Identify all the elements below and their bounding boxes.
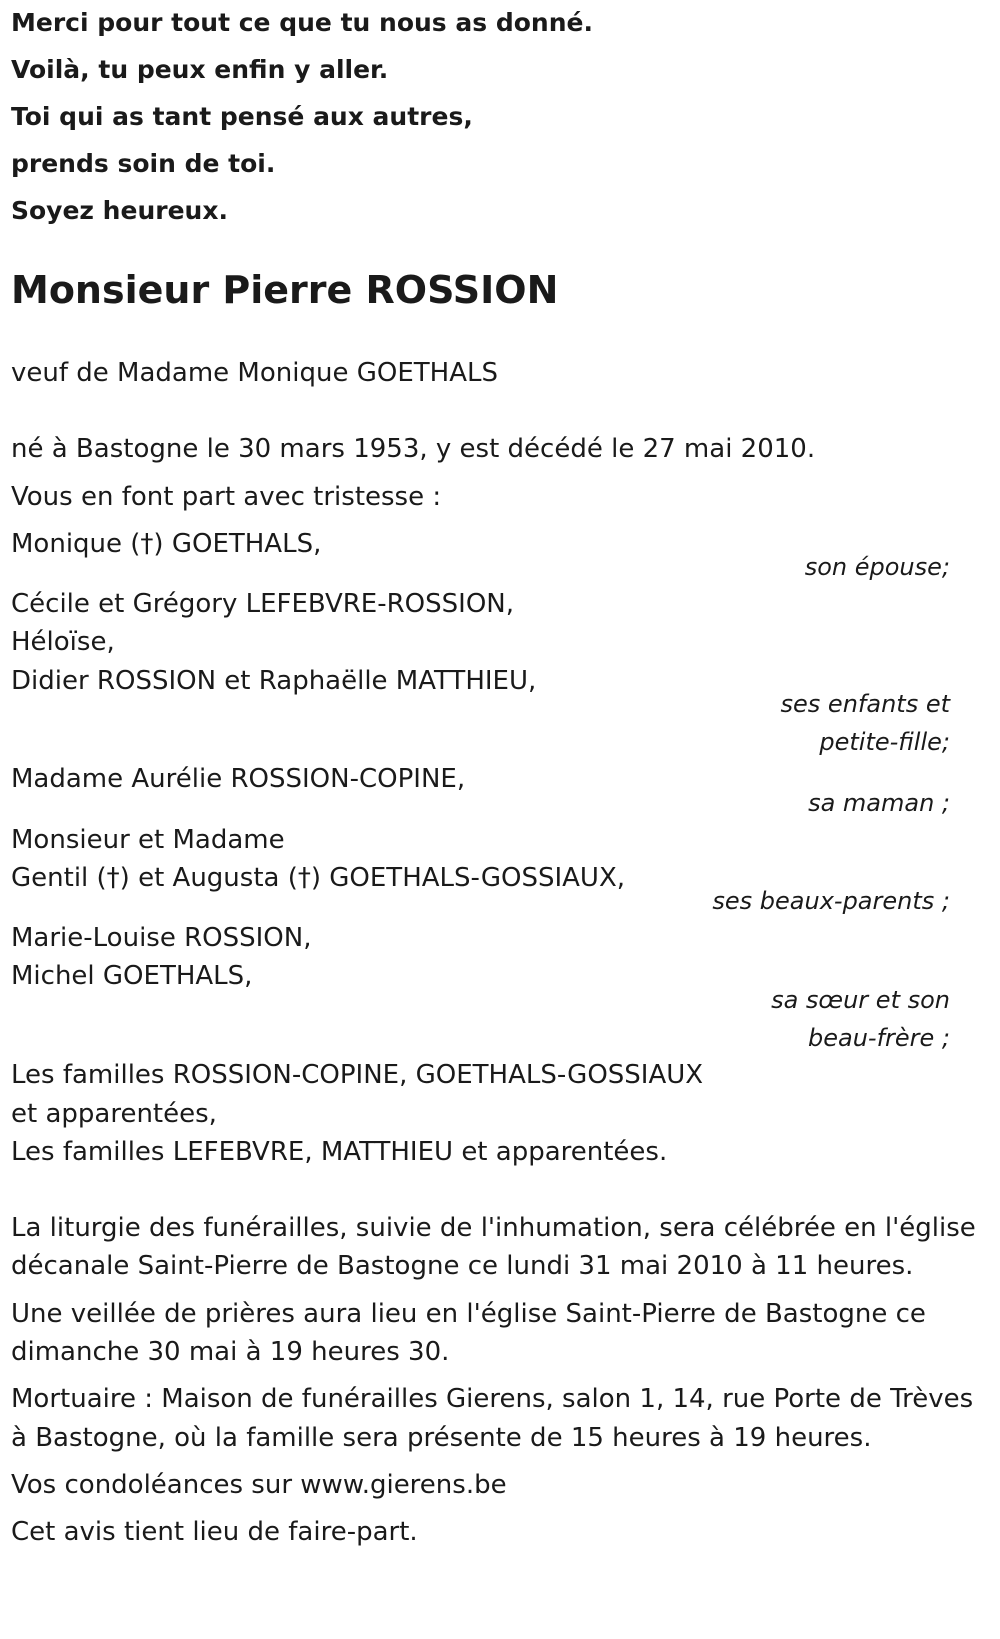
families-line: Les familles LEFEBVRE, MATTHIEU et apparentées. xyxy=(11,1137,668,1167)
inlaws-line: Monsieur et Madame xyxy=(11,825,285,855)
birth-death-line: né à Bastogne le 30 mars 1953, y est décédé le 27 mai 2010. xyxy=(11,434,816,464)
vigil-line: Une veillée de prières aura lieu en l'église Saint-Pierre de Bastogne ce xyxy=(11,1299,926,1329)
mortuary-line: à Bastogne, où la famille sera présente de 15 heures à 19 heures. xyxy=(11,1423,872,1453)
families-line: Les familles ROSSION-COPINE, GOETHALS-GOSSIAUX xyxy=(11,1060,704,1090)
child-name: Héloïse, xyxy=(11,627,115,657)
notice-line: Cet avis tient lieu de faire-part. xyxy=(11,1517,418,1547)
poem-line: Voilà, tu peux enfin y aller. xyxy=(11,55,389,84)
mother-name: Madame Aurélie ROSSION-COPINE, xyxy=(11,764,466,794)
sibling-name: Michel GOETHALS, xyxy=(11,961,253,991)
liturgy-line: décanale Saint-Pierre de Bastogne ce lundi 31 mai 2010 à 11 heures. xyxy=(11,1251,914,1281)
poem-line: prends soin de toi. xyxy=(11,149,276,178)
child-name: Cécile et Grégory LEFEBVRE-ROSSION, xyxy=(11,589,515,619)
widower-line: veuf de Madame Monique GOETHALS xyxy=(11,358,498,388)
vigil-line: dimanche 30 mai à 19 heures 30. xyxy=(11,1337,450,1367)
poem-line: Merci pour tout ce que tu nous as donné. xyxy=(11,8,593,37)
liturgy-line: La liturgie des funérailles, suivie de l'inhumation, sera célébrée en l'église xyxy=(11,1213,976,1243)
mortuary-line: Mortuaire : Maison de funérailles Gierens, salon 1, 14, rue Porte de Trèves xyxy=(11,1384,974,1414)
spouse-relation: son épouse; xyxy=(804,553,950,581)
announce-line: Vous en font part avec tristesse : xyxy=(11,482,442,512)
inlaws-relation: ses beaux-parents ; xyxy=(712,887,950,915)
spouse-name: Monique (†) GOETHALS, xyxy=(11,529,322,559)
children-relation: ses enfants et xyxy=(780,690,950,718)
deceased-name: Monsieur Pierre ROSSION xyxy=(11,268,559,312)
children-relation: petite-fille; xyxy=(819,728,950,756)
poem-line: Soyez heureux. xyxy=(11,196,228,225)
condolences-line: Vos condoléances sur www.gierens.be xyxy=(11,1470,507,1500)
sibling-name: Marie-Louise ROSSION, xyxy=(11,923,312,953)
child-name: Didier ROSSION et Raphaëlle MATTHIEU, xyxy=(11,666,537,696)
mother-relation: sa maman ; xyxy=(808,789,950,817)
siblings-relation: beau-frère ; xyxy=(807,1024,950,1052)
poem-line: Toi qui as tant pensé aux autres, xyxy=(11,102,473,131)
siblings-relation: sa sœur et son xyxy=(771,986,950,1014)
families-line: et apparentées, xyxy=(11,1099,217,1129)
inlaws-line: Gentil (†) et Augusta (†) GOETHALS-GOSSIAUX, xyxy=(11,863,626,893)
